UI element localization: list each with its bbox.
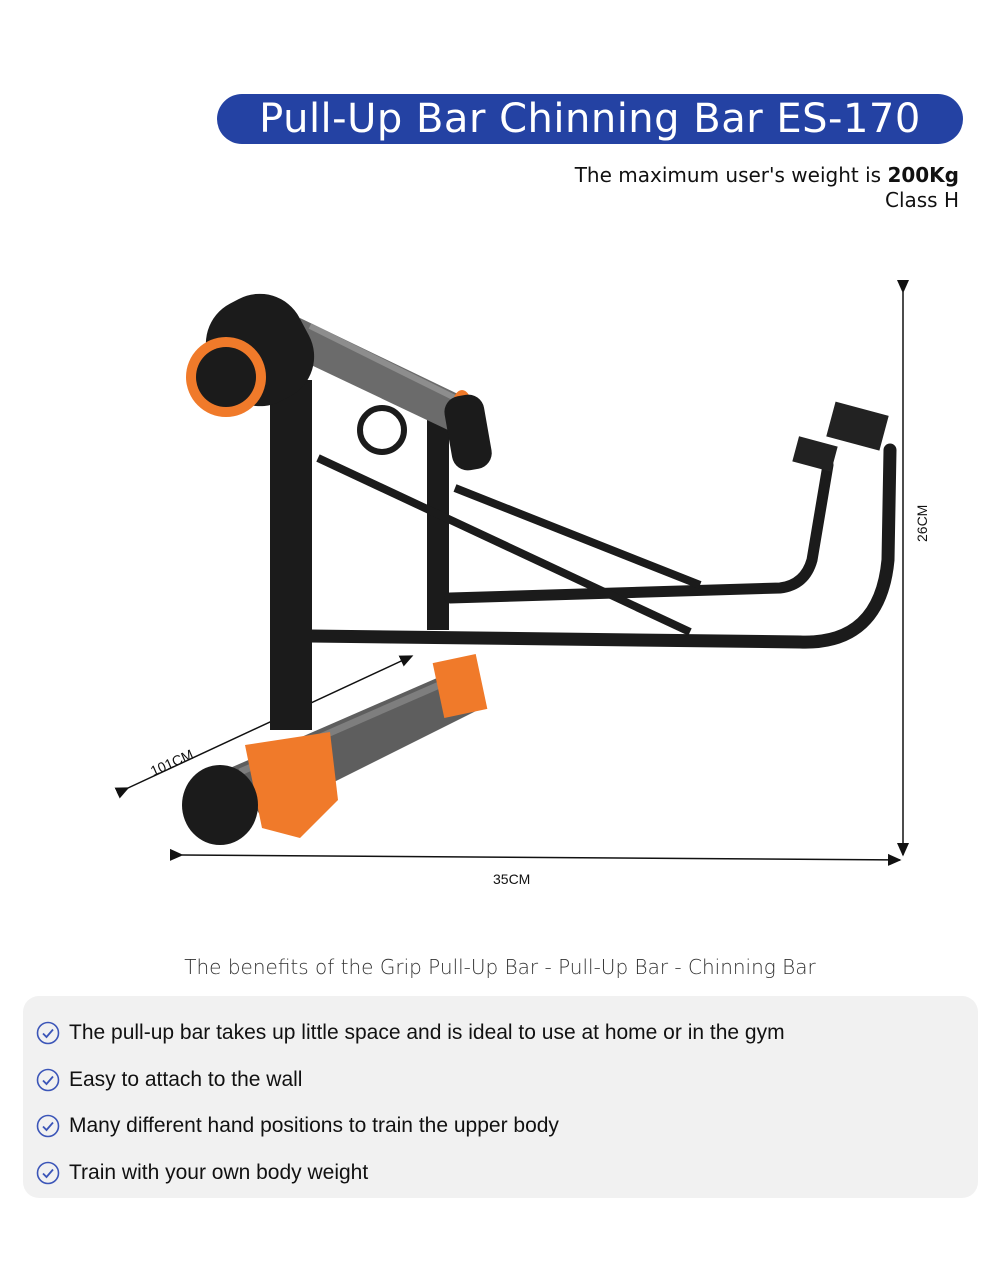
benefits-list <box>23 996 978 1198</box>
depth-label: 101CM <box>147 746 196 779</box>
max-weight-line <box>575 163 959 188</box>
width-label: 35CM <box>493 871 531 887</box>
benefit-text: Easy to attach to the wall <box>69 1068 303 1091</box>
top-right-handle <box>442 392 494 473</box>
spec-block <box>575 163 959 213</box>
check-circle-icon <box>36 1021 60 1045</box>
height-label: 26CM <box>914 504 930 542</box>
benefit-text: The pull-up bar takes up little space and is ideal to use at home or in the gym <box>69 1021 785 1044</box>
wall-bracket-top <box>826 402 888 451</box>
front-post <box>270 380 312 730</box>
upper-diagonal-brace <box>318 458 690 632</box>
top-grip-bar <box>290 318 460 430</box>
upper-wall-arm <box>450 465 828 598</box>
wall-bracket-bottom <box>792 436 837 471</box>
benefit-item <box>36 1111 559 1141</box>
benefits-heading: The benefits of the Grip Pull-Up Bar - Pull-Up Bar - Chinning Bar <box>184 955 816 979</box>
benefit-item <box>36 1158 368 1188</box>
bottom-bar-end-cap <box>182 765 258 845</box>
width-dimension-line <box>182 855 900 860</box>
check-circle-icon <box>36 1161 60 1185</box>
product-illustration <box>0 270 1000 910</box>
hanging-ring <box>360 408 404 452</box>
max-weight-value: 200Kg <box>887 163 959 187</box>
class-label: Class H <box>884 188 959 212</box>
bottom-front-clamp <box>245 732 338 838</box>
max-weight-prefix: The maximum user's weight is <box>574 163 888 187</box>
benefit-text: Many different hand positions to train the upper body <box>69 1114 559 1137</box>
benefit-text: Train with your own body weight <box>69 1161 369 1184</box>
check-circle-icon <box>36 1114 60 1138</box>
check-circle-icon <box>36 1068 60 1092</box>
product-title: Pull-Up Bar Chinning Bar ES-170 <box>217 94 963 144</box>
benefit-item <box>36 1065 302 1095</box>
top-left-handle-end-face <box>196 347 256 407</box>
benefit-item <box>36 1018 785 1048</box>
